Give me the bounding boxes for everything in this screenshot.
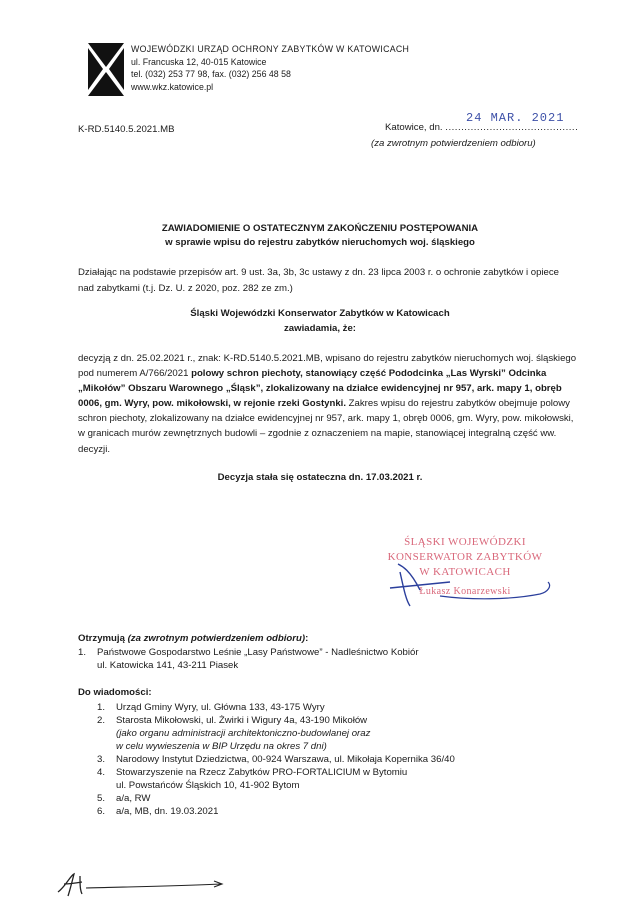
place-date-line xyxy=(385,122,578,133)
recipients-heading xyxy=(78,632,419,645)
item-number: 4. xyxy=(97,767,106,778)
item-number: 1. xyxy=(97,702,106,713)
list-item xyxy=(97,766,455,792)
recipient-address: ul. Katowicka 141, 43-211 Piasek xyxy=(97,660,239,671)
stamp-line-1: ŚLĄSKI WOJEWÓDZKI xyxy=(404,536,526,548)
reference-number: K-RD.5140.5.2021.MB xyxy=(78,124,175,135)
office-name: WOJEWÓDZKI URZĄD OCHRONY ZABYTKÓW W KATOWICACH xyxy=(131,44,410,54)
stamp-signatory-name: Łukasz Konarzewski xyxy=(419,586,511,597)
title-line-2: w sprawie wpisu do rejestru zabytków nieruchomych woj. śląskiego xyxy=(165,237,475,248)
list-item xyxy=(78,646,419,672)
conservator-heading xyxy=(60,306,580,336)
recipients-label: Otrzymują xyxy=(78,633,125,644)
item-text: Stowarzyszenie na Rzecz Zabytków PRO-FORTALICIUM w Bytomiu xyxy=(116,767,408,778)
item-text: Starosta Mikołowski, ul. Żwirki i Wigury 4a, 43-190 Mikołów xyxy=(116,715,368,726)
item-number: 1. xyxy=(78,647,87,658)
decision-text-2: Zakres wpisu do rejestru zabytków obejmuje polowy schron piechoty, zlokalizowany na działce ewidencyjnej nr 957, ark. mapy 1, obręb 0006, gm. Wyry, pow. mikołowski, w granicach murów zewnętrznych budowli – zgodnie z oznaczeniem na mapie, stanowiącej integralną część ww. decyzji. xyxy=(78,398,574,455)
recipients-note: (za zwrotnym potwierdzeniem odbioru) xyxy=(127,633,306,644)
handwritten-signature xyxy=(380,560,560,610)
office-logo xyxy=(88,43,124,96)
office-website: www.wkz.katowice.pl xyxy=(131,81,214,92)
stamp-line-3: W KATOWICACH xyxy=(419,566,511,578)
list-item xyxy=(97,714,455,753)
recipients-section xyxy=(78,632,419,672)
item-text: Narodowy Instytut Dziedzictwa, 00-924 Warszawa, ul. Mikołaja Kopernika 36/40 xyxy=(116,754,455,765)
item-note: (jako organu administracji architektoniczno-budowlanej oraz xyxy=(116,728,371,739)
title-line-1: ZAWIADOMIENIE O OSTATECZNYM ZAKOŃCZENIU POSTĘPOWANIA xyxy=(161,223,479,234)
date-stamp: 24 MAR. 2021 xyxy=(466,111,565,125)
item-text: a/a, RW xyxy=(116,793,151,804)
item-number: 6. xyxy=(97,806,106,817)
office-address: ul. Francuska 12, 40-015 Katowice xyxy=(131,56,267,67)
office-phone: tel. (032) 253 77 98, fax. (032) 256 48 58 xyxy=(131,69,291,80)
recipient-name: Państwowe Gospodarstwo Leśnie „Lasy Państwowe” - Nadleśnictwo Kobiór xyxy=(97,647,419,658)
decision-paragraph xyxy=(78,351,577,457)
item-text: Urząd Gminy Wyry, ul. Główna 133, 43-175 Wyry xyxy=(116,702,325,713)
list-item xyxy=(97,753,455,766)
item-number: 2. xyxy=(97,715,106,726)
stamp-line-2: KONSERWATOR ZABYTKÓW xyxy=(387,551,543,563)
legal-basis-paragraph: Działając na podstawie przepisów art. 9 ust. 3a, 3b, 3c ustawy z dn. 23 lipca 2003 r. o ochronie zabytków i opiece nad zabytkami (t.j. Dz. U. z 2020, poz. 282 ze zm.) xyxy=(78,267,560,294)
item-text: a/a, MB, dn. 19.03.2021 xyxy=(116,806,219,817)
decision-text-1: decyzją z dn. 25.02.2021 r., znak: K-RD.5140.5.2021.MB, wpisano do rejestru zabytków nieruchomych woj. śląskiego pod numerem A/766/2021 xyxy=(78,353,577,380)
for-info-heading: Do wiadomości: xyxy=(78,687,152,698)
list-item xyxy=(97,805,455,818)
item-note: w celu wywieszenia w BIP Urzędu na okres 7 dni) xyxy=(116,741,327,752)
letterhead xyxy=(131,43,409,93)
recipients-colon: : xyxy=(305,633,309,644)
item-number: 3. xyxy=(97,754,106,765)
delivery-note: (za zwrotnym potwierdzeniem odbioru) xyxy=(371,138,536,149)
place-label: Katowice, dn. xyxy=(385,122,443,133)
for-info-list xyxy=(97,701,455,818)
conservator-name: Śląski Wojewódzki Konserwator Zabytków w Katowicach xyxy=(190,308,450,319)
initials-signature xyxy=(56,872,226,898)
date-dots: .......................................... xyxy=(445,122,579,133)
recipients-list xyxy=(78,646,419,672)
decision-object-bold: polowy schron piechoty, stanowiący część Pododcinka „Las Wyrski” Odcinka „Mikołów” Obszaru Warownego „Śląsk”, zlokalizowany na działce ewidencyjnej nr 957, ark. mapy 1, obręb 0006, gm. Wyry, pow. mikołowski, w rejonie rzeki Gostynki. xyxy=(78,368,562,410)
for-info-section xyxy=(78,686,455,818)
list-item xyxy=(97,701,455,714)
item-number: 5. xyxy=(97,793,106,804)
final-statement: Decyzja stała się ostateczna dn. 17.03.2021 r. xyxy=(217,472,423,483)
item-address: ul. Powstańców Śląskich 10, 41-902 Bytom xyxy=(116,780,300,791)
conservator-announces: zawiadamia, że: xyxy=(284,323,356,334)
document-title xyxy=(60,222,580,250)
list-item xyxy=(97,792,455,805)
